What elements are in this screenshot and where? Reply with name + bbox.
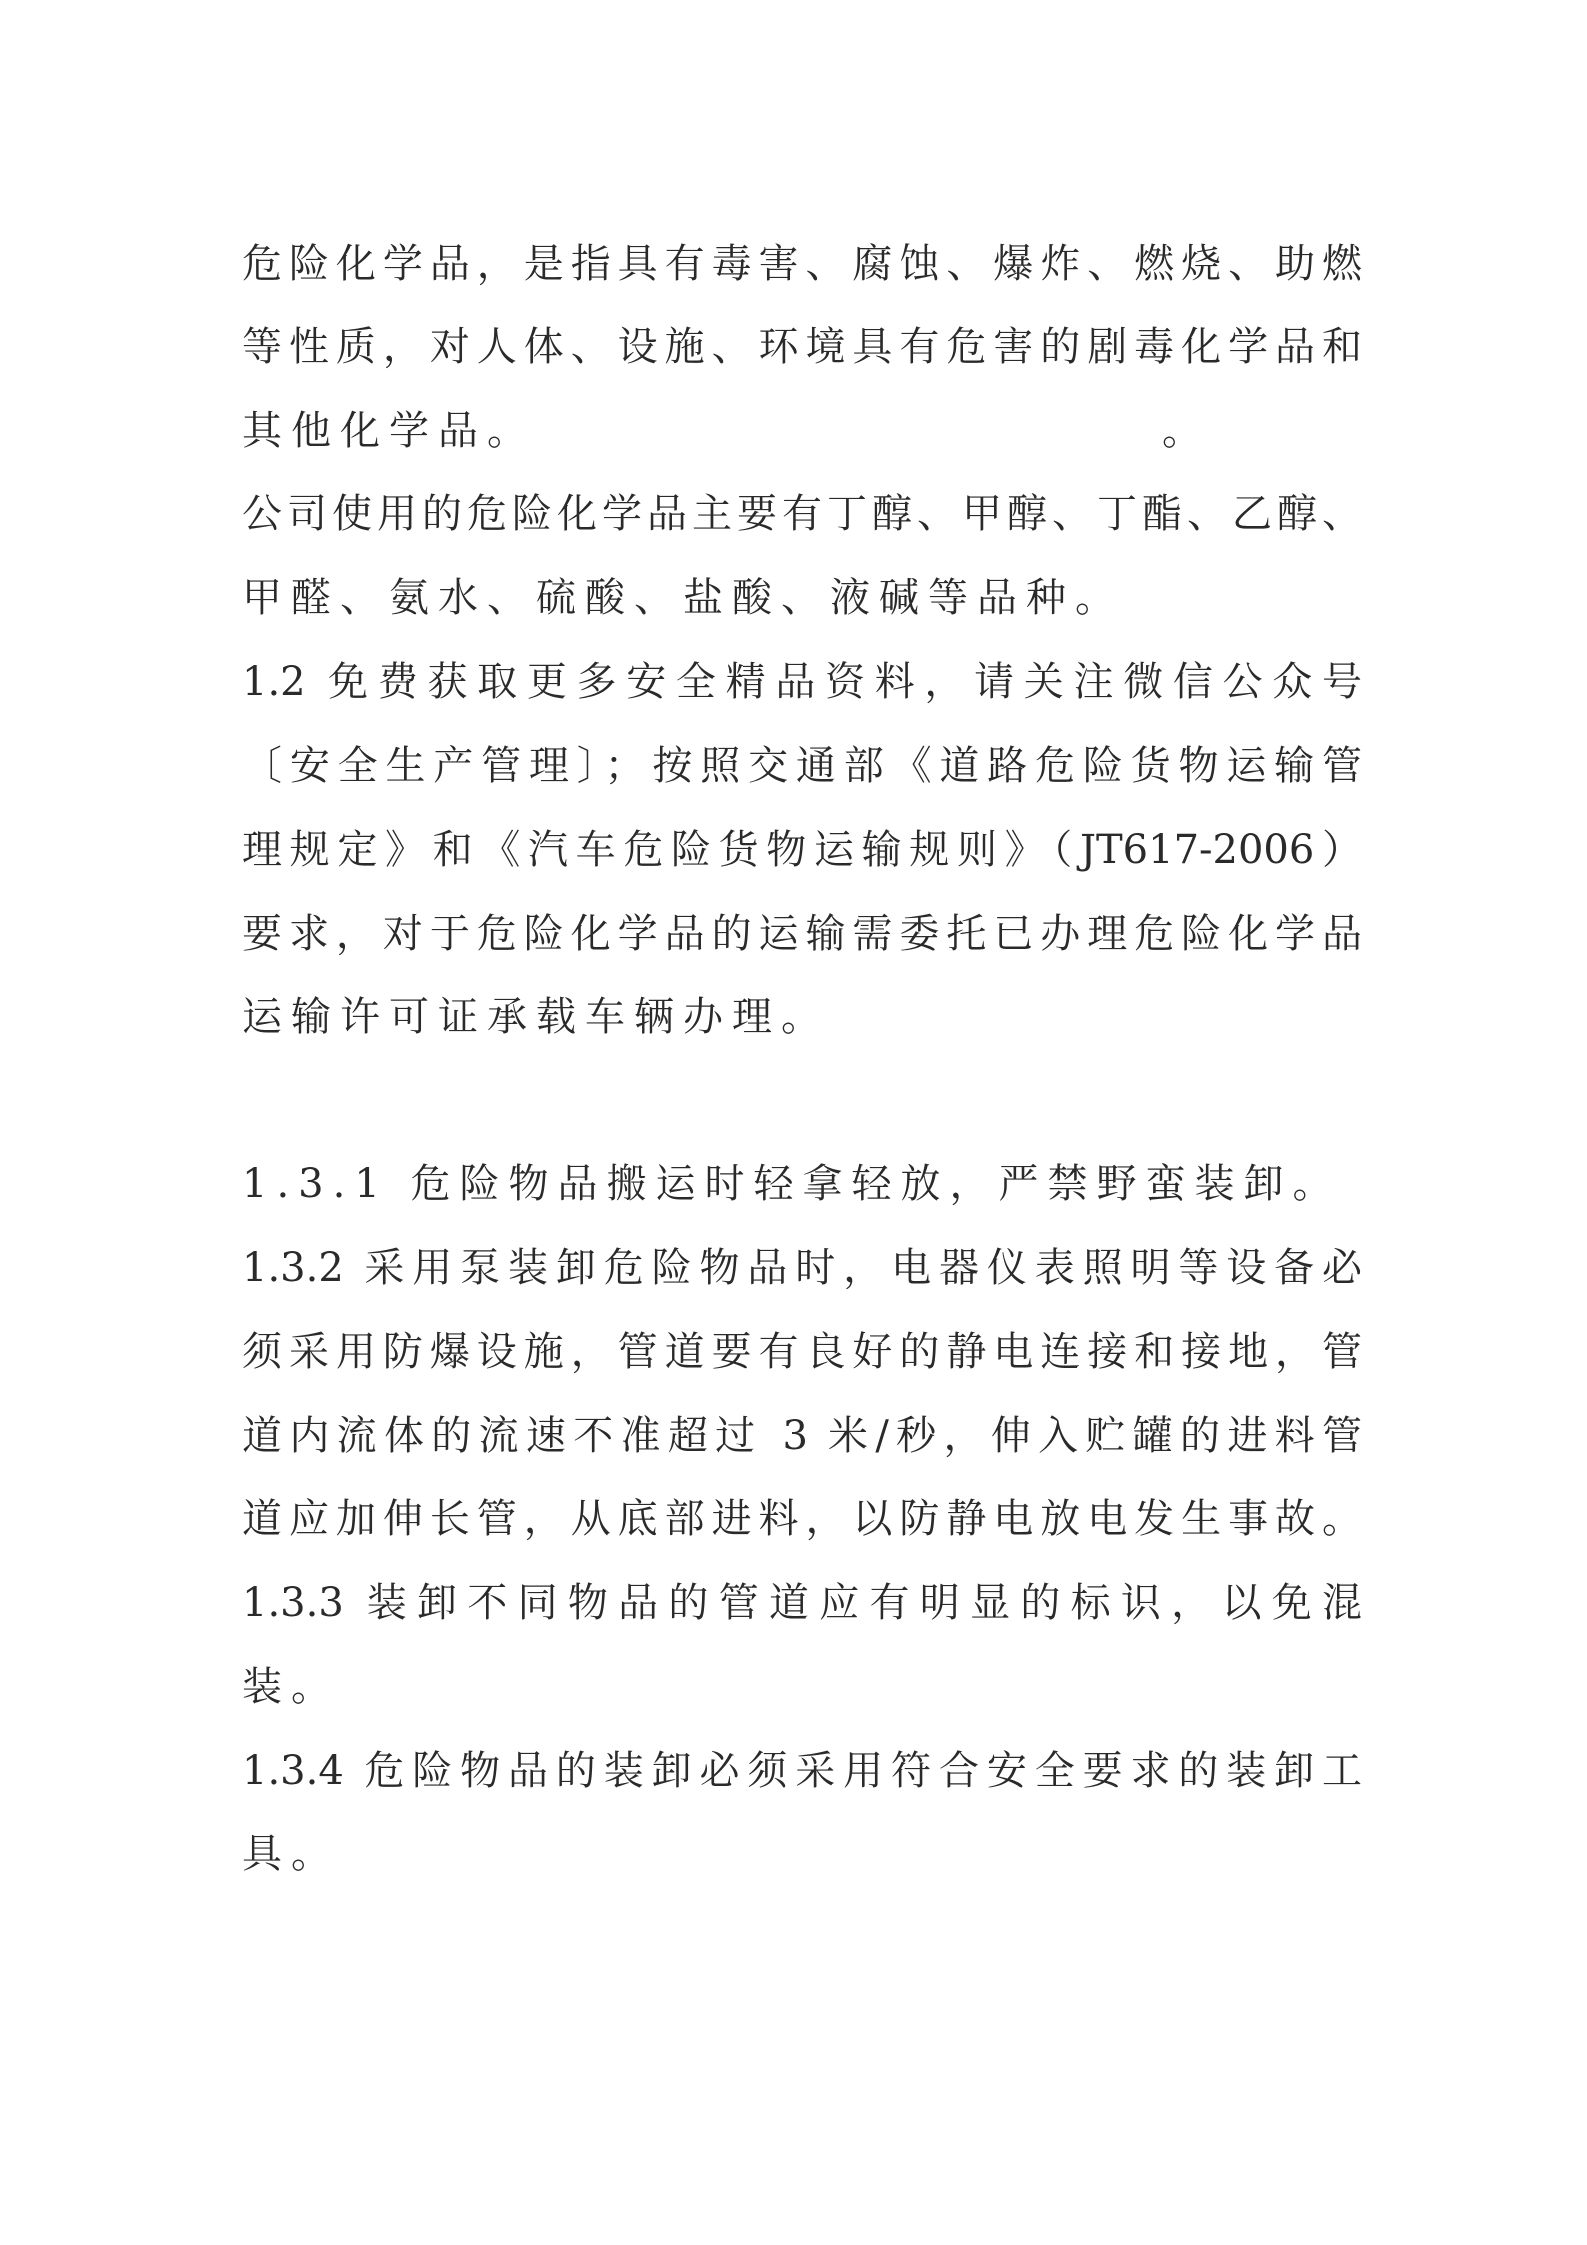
- section-1-2-line-2: 〔安全生产管理〕；按照交通部《道路危险货物运输管: [242, 743, 1362, 789]
- section-1-2-line-1: 1.2 免费获取更多安全精品资料，请关注微信公众号: [242, 659, 1362, 705]
- paragraph-line-3-text: 其他化学品。: [242, 408, 536, 454]
- section-1-2-line-4: 要求，对于危险化学品的运输需委托已办理危险化学品: [242, 911, 1362, 957]
- paragraph-line-1: 危险化学品，是指具有毒害、腐蚀、爆炸、燃烧、助燃: [242, 241, 1362, 287]
- section-1-3-2-line-1: 1.3.2 采用泵装卸危险物品时，电器仪表照明等设备必: [242, 1245, 1362, 1291]
- section-1-2-line-5: 运输许可证承载车辆办理。: [242, 994, 830, 1040]
- section-1-2-line-3: 理规定》和《汽车危险货物运输规则》（JT617-2006）: [242, 827, 1362, 873]
- section-1-3-2-line-2: 须采用防爆设施，管道要有良好的静电连接和接地，管: [242, 1329, 1362, 1375]
- section-1-3-2-line-4: 道应加伸长管，从底部进料，以防静电放电发生事故。: [242, 1496, 1362, 1542]
- paragraph-line-4: 公司使用的危险化学品主要有丁醇、甲醇、丁酯、乙醇、: [242, 491, 1362, 537]
- paragraph-line-2: 等性质，对人体、设施、环境具有危害的剧毒化学品和: [242, 324, 1362, 370]
- paragraph-line-5: 甲醛、氨水、硫酸、盐酸、液碱等品种。: [242, 575, 1124, 621]
- section-1-3-1-line-1: 1.3.1 危险物品搬运时轻拿轻放，严禁野蛮装卸。: [242, 1161, 1342, 1207]
- section-1-3-3-line-2: 装。: [242, 1664, 340, 1710]
- section-1-3-2-line-3: 道内流体的流速不准超过 3 米/秒，伸入贮罐的进料管: [242, 1413, 1362, 1459]
- section-1-3-3-line-1: 1.3.3 装卸不同物品的管道应有明显的标识，以免混: [242, 1580, 1362, 1626]
- paragraph-line-3: [242, 403, 1211, 459]
- section-1-3-4-line-1: 1.3.4 危险物品的装卸必须采用符合安全要求的装卸工: [242, 1748, 1362, 1794]
- section-1-3-4-line-2: 具。: [242, 1831, 340, 1877]
- stray-punctuation-mark: 。: [1162, 408, 1211, 454]
